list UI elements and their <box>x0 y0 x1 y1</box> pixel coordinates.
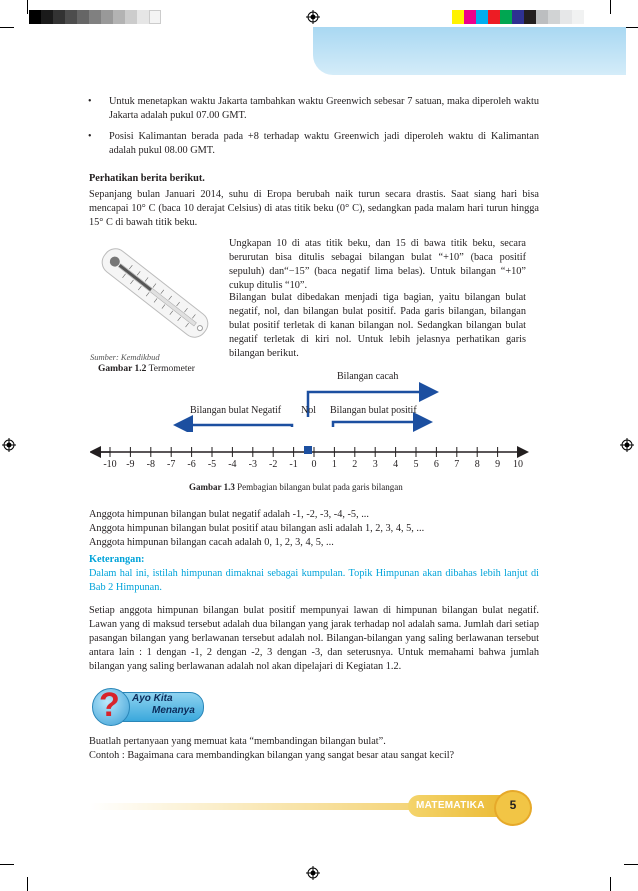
page-number: 5 <box>509 798 517 812</box>
setiap-paragraph: Setiap anggota himpunan bilangan bulat positif mempunyai lawan di himpunan bilangan bulat negatif. Lawan yang di maksud tersebut adalah dua bilangan yang jarak terhadap nol adalah sama. Jumlah dari setiap pasangan bilangan yang berlawanan tersebut adalah nol. Bilangan-bilangan yang saling berlawanan tersebut antara lain : 1 dengan -1, 2 dengan -2, 3 dengan -3, dan seterusnya. Untuk memahami bahwa jumlah bilangan yang saling berlawanan adalah nol akan dipelajari di Kegiatan 1.2. <box>89 605 539 672</box>
footer-rule <box>90 803 450 810</box>
cmyk-color-strip <box>452 10 584 24</box>
tick-label: 8 <box>474 459 480 470</box>
gray-color-strip <box>29 10 161 24</box>
crop-mark <box>610 0 611 14</box>
label-nol: Nol <box>301 405 316 416</box>
thermometer-image <box>90 232 220 354</box>
badge-line-1: Ayo Kita <box>132 693 173 704</box>
crop-mark <box>0 27 14 28</box>
label-bilangan-positif: Bilangan bulat positif <box>330 405 417 416</box>
anggota-negatif: Anggota himpunan bilangan bulat negatif adalah -1, -2, -3, -4, -5, ... <box>89 509 369 520</box>
figure-1-3-caption <box>189 482 403 492</box>
tick-label: -1 <box>289 459 298 470</box>
tick-label: 10 <box>513 459 523 470</box>
ayo-kita-menanya-badge <box>92 686 204 726</box>
label-bilangan-negatif: Bilangan bulat Negatif <box>190 405 282 416</box>
tick-label: 7 <box>454 459 460 470</box>
bullet-text: Posisi Kalimantan berada pada +8 terhadap waktu Greenwich jadi diperoleh waktu di Kalimantan adalah pukul 08.00 GMT. <box>109 131 539 156</box>
crop-mark <box>0 864 14 865</box>
tick-label: -5 <box>207 459 217 470</box>
crop-mark <box>27 0 28 14</box>
registration-mark-icon <box>306 866 320 880</box>
keterangan-text: Dalam hal ini, istilah himpunan dimaknai sebagai kumpulan. Topik Himpunan akan dibahas lebih lanjut di Bab 2 Himpunan. <box>89 568 539 593</box>
tick-label: 3 <box>372 459 378 470</box>
intro-paragraph: Sepanjang bulan Januari 2014, suhu di Eropa berubah naik turun secara drastis. Saat siang hari bisa mencapai 10° C (baca 10 derajat Celsius) di atas titik beku (0° C), sedangkan pada malam hari turun hingga 15° C di bawah titik beku. <box>89 189 539 228</box>
image-source: Sumber: Kemdikbud <box>90 352 160 362</box>
tick-label: -6 <box>187 459 196 470</box>
tick-label: 9 <box>495 459 501 470</box>
badge-line-2: Menanya <box>152 705 195 716</box>
tick-label: -4 <box>228 459 237 470</box>
registration-mark-icon <box>620 438 634 452</box>
crop-mark <box>624 864 638 865</box>
figure-caption: Pembagian bilangan bulat pada garis bilangan <box>237 482 403 492</box>
label-bilangan-cacah: Bilangan cacah <box>337 371 399 382</box>
tick-label: 0 <box>311 459 317 470</box>
buatlah-line-1: Buatlah pertanyaan yang memuat kata “membandingan bilangan bulat”. <box>89 736 386 747</box>
tick-label: -9 <box>126 459 135 470</box>
tick-label: 4 <box>393 459 399 470</box>
right-paragraph-1: Ungkapan 10 di atas titik beku, dan 15 di bawa titik beku, secara berurutan bisa ditulis sebagai bilangan bulat “+10” (baca positif sepuluh) dan“−15” (baca negatif lima belas). Untuk bilangan “+10” cukup ditulis “10”. <box>229 238 526 291</box>
figure-label: Gambar 1.3 <box>189 482 235 492</box>
figure-caption: Termometer <box>148 364 195 374</box>
tick-label: -7 <box>167 459 176 470</box>
tick-label: -10 <box>103 459 117 470</box>
footer-subject: MATEMATIKA <box>416 800 485 811</box>
registration-mark-icon <box>2 438 16 452</box>
header-band <box>313 27 626 75</box>
tick-label: -2 <box>269 459 278 470</box>
buatlah-line-2: Contoh : Bagaimana cara membandingkan bilangan yang sangat besar atau sangat kecil? <box>89 750 455 761</box>
crop-mark <box>610 877 611 891</box>
crop-mark <box>624 27 638 28</box>
figure-1-2-caption <box>98 364 195 374</box>
tick-label: 1 <box>331 459 337 470</box>
figure-label: Gambar 1.2 <box>98 364 147 374</box>
tick-label: 5 <box>413 459 419 470</box>
tick-label: -8 <box>146 459 155 470</box>
bullet-marker: • <box>88 96 92 107</box>
tick-label: 6 <box>433 459 439 470</box>
section-heading: Perhatikan berita berikut. <box>89 173 205 184</box>
anggota-positif: Anggota himpunan bilangan bulat positif atau bilangan asli adalah 1, 2, 3, 4, 5, ... <box>89 523 425 534</box>
tick-label: -3 <box>248 459 257 470</box>
crop-mark <box>27 877 28 891</box>
anggota-cacah: Anggota himpunan bilangan cacah adalah 0, 1, 2, 3, 4, 5, ... <box>89 537 334 548</box>
bullet-marker: • <box>88 131 92 142</box>
tick-label: 2 <box>352 459 358 470</box>
question-mark-icon: ? <box>99 686 120 724</box>
keterangan-title: Keterangan: <box>89 554 145 565</box>
registration-mark-icon <box>306 10 320 24</box>
right-paragraph-2: Bilangan bulat dibedakan menjadi tiga bagian, yaitu bilangan bulat negatif, nol, dan bilangan bulat positif. Pada garis bilangan, bilangan bulat positif terletak di kanan bilangan nol. Sedangkan bilangan bulat negatif terletak di kiri nol. Untuk lebih jelasnya perhatikan garis bilangan berikut. <box>229 292 526 359</box>
bullet-text: Untuk menetapkan waktu Jakarta tambahkan waktu Greenwich sebesar 7 satuan, maka diperoleh waktu Jakarta adalah pukul 07.00 GMT. <box>109 96 539 121</box>
